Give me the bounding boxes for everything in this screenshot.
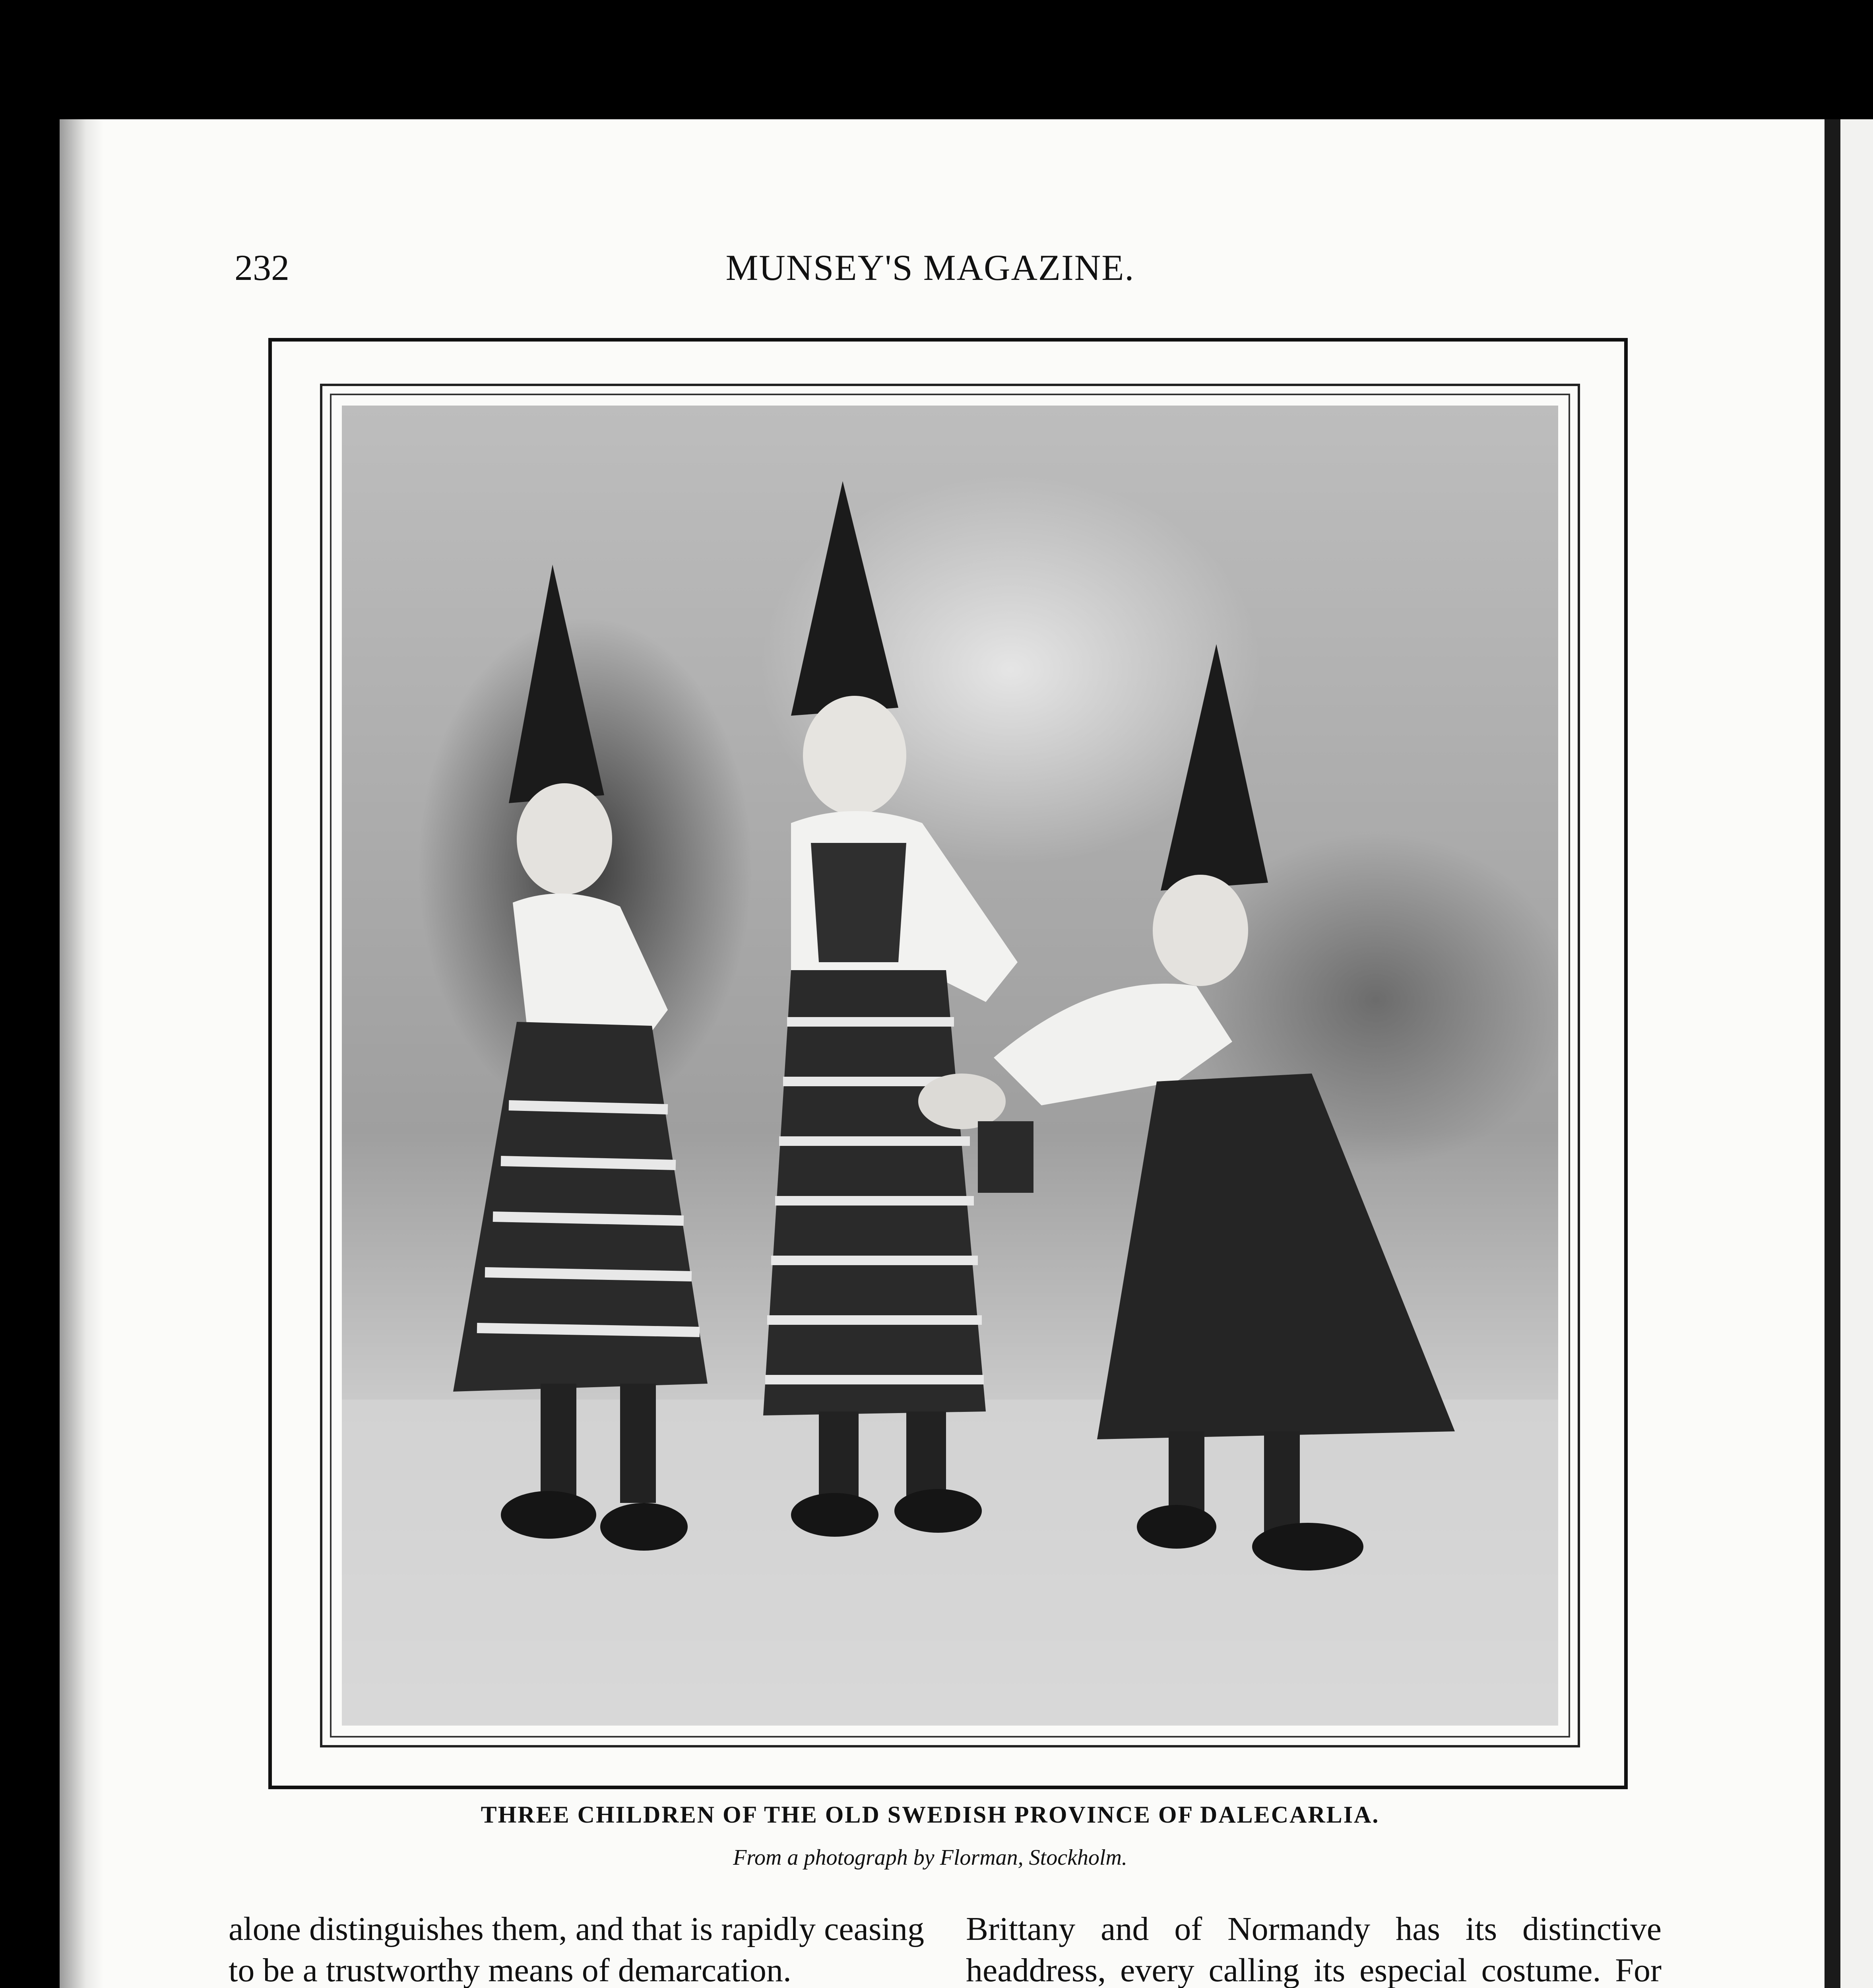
adjacent-page	[1840, 119, 1873, 1988]
paragraph: alone distinguishes them, and that is rapidly ceasing to be a trustworthy means of demarcation.	[229, 1910, 924, 1988]
photo-credit: From a photograph by Florman, Stockholm.	[733, 1845, 1127, 1870]
adjacent-page-edge	[1825, 119, 1840, 1988]
text-column-left	[229, 1908, 924, 1988]
page-header	[235, 247, 1626, 294]
page-number: 232	[235, 247, 289, 288]
photograph-three-children	[342, 406, 1558, 1726]
middle-child-figure	[763, 481, 1018, 1537]
figure-caption: THREE CHILDREN OF THE OLD SWEDISH PROVINCE OF DALECARLIA.	[481, 1802, 1380, 1828]
text-column-right	[966, 1908, 1662, 1988]
page-gutter-shadow	[60, 119, 103, 1988]
paragraph: Brittany and of Normandy has its distinctive headdress, every calling its especial costume. For	[966, 1910, 1662, 1988]
running-head: MUNSEY'S MAGAZINE.	[725, 247, 1135, 288]
